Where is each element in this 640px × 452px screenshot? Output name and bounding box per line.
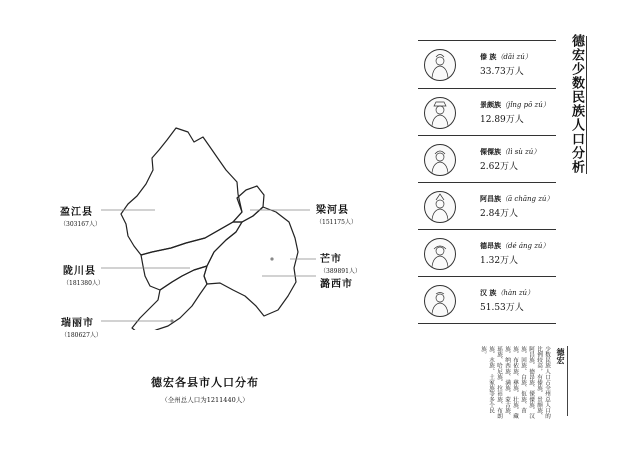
county-outline-mangshi[interactable] [204,207,298,316]
deang-portrait-icon [424,238,456,270]
row-divider [418,40,556,41]
ethnic-population-jingpo: 12.89万人 [480,115,524,125]
note-divider [567,346,568,416]
county-outline-yingjiang[interactable] [121,128,242,255]
map-title: 德宏各县市人口分布 [151,376,259,389]
county-label-luxi: 潞西市 [320,279,353,290]
note-text: 少数民族人口占全州总人口的比例较高，有傣族、景颇族、阿昌族、德昂族、傈僳族、汉族、回族、白族、佤族、苗族、布依族、彝族、壮族、藏族、纳西族、满族、蒙古族、瑶族、哈尼族、拉祜族、布朗族、水族、土家族等多个民族。 [480,346,550,419]
lisu-portrait-icon [424,144,456,176]
county-label-longchuan: 陇川县 （181380人） [63,266,104,287]
county-outline-longchuan[interactable] [141,222,242,290]
county-label-yingjiang: 盈江县 （303167人） [60,207,101,228]
ethnic-name-jingpo: 景颇族（jǐng pō zú） [480,100,550,109]
panel-title: 德宏少数民族人口分析 [569,34,584,174]
row-divider [418,182,556,183]
ethnic-population-dai: 33.73万人 [480,67,524,77]
county-label-mangshi: 芒市 （389891人） [320,254,361,275]
ethnic-population-lisu: 2.62万人 [480,162,519,172]
title-divider [586,36,587,174]
dai-portrait-icon [424,49,456,81]
jingpo-portrait-icon [424,97,456,129]
ethnic-population-deang: 1.32万人 [480,256,519,266]
row-divider [418,323,556,324]
city-marker-ruili [170,319,173,322]
county-outline-ruili[interactable] [132,266,207,330]
row-divider [418,276,556,277]
ethnic-population-achang: 2.84万人 [480,209,519,219]
county-label-ruili: 瑞丽市 （180627人） [61,318,102,339]
ethnic-name-deang: 德昂族（dé áng zú） [480,241,550,250]
ethnic-name-han: 汉 族（hàn zú） [480,288,535,297]
ethnic-name-lisu: 傈僳族（lì sù zú） [480,147,541,156]
map-subtitle: （全州总人口为1211440人） [161,396,249,404]
note-title: 德宏 [556,348,566,364]
achang-portrait-icon [424,191,456,223]
row-divider [418,229,556,230]
county-label-lianghe: 梁河县 （151175人） [316,205,357,226]
ethnic-name-dai: 傣 族（dǎi zú） [480,52,532,61]
han-portrait-icon [424,285,456,317]
row-divider [418,88,556,89]
ethnic-name-achang: 阿昌族（ā chāng zú） [480,194,554,203]
row-divider [418,135,556,136]
city-marker-mangshi [270,257,273,260]
ethnic-population-han: 51.53万人 [480,303,524,313]
